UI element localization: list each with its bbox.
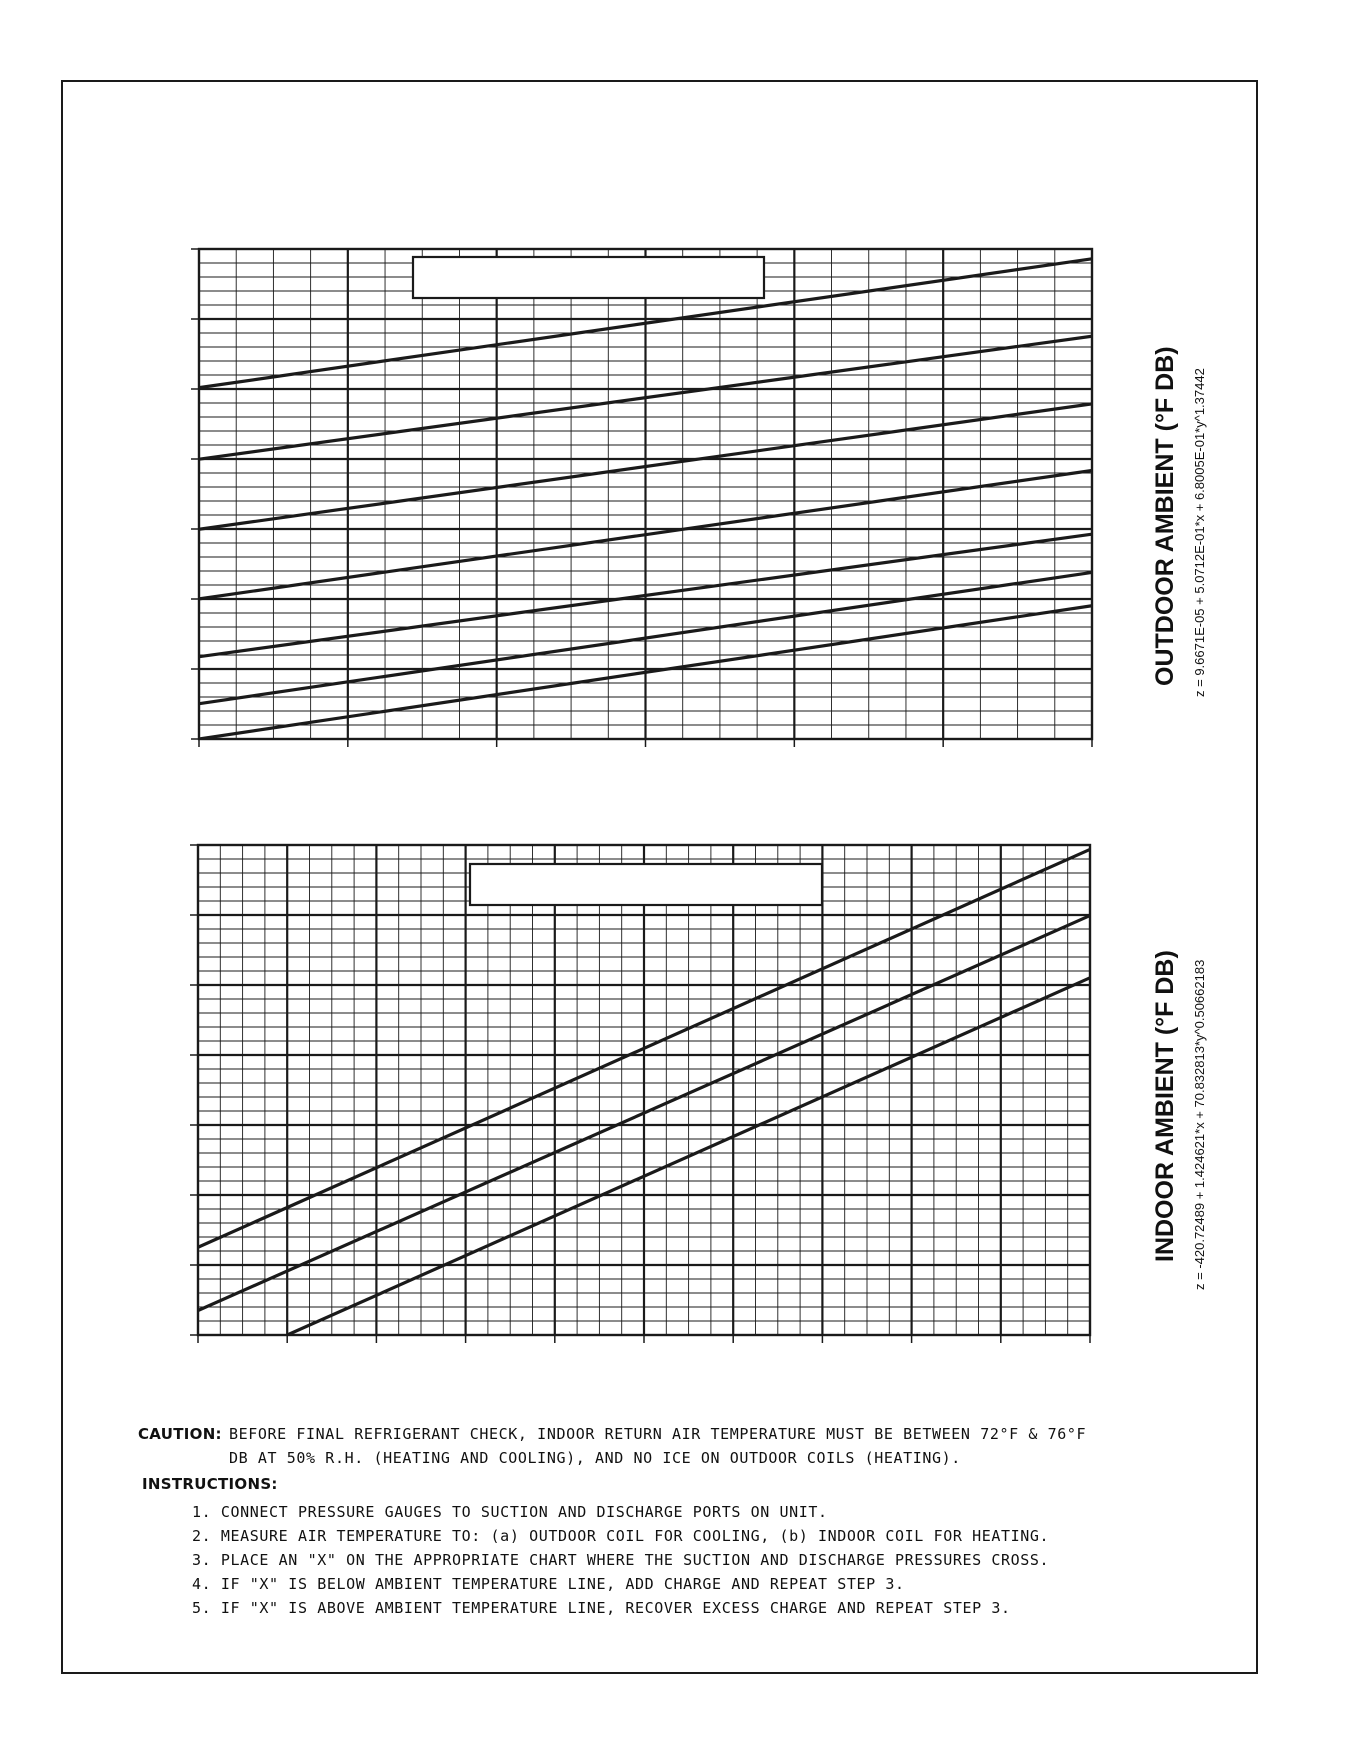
outdoor-equation: z = 9.6671E-05 + 5.0712E-01*x + 6.8005E-01*y^1.37442 (1192, 368, 1207, 697)
instruction-step: 4. IF "X" IS BELOW AMBIENT TEMPERATURE LINE, ADD CHARGE AND REPEAT STEP 3. (192, 1575, 905, 1593)
caution-label: CAUTION: (138, 1425, 222, 1443)
instruction-step: 2. MEASURE AIR TEMPERATURE TO: (a) OUTDOOR COIL FOR COOLING, (b) INDOOR COIL FOR HEATING. (192, 1527, 1050, 1545)
chart-title-box (470, 864, 822, 905)
outdoor-ambient-label: OUTDOOR AMBIENT (°F DB) (1151, 346, 1179, 686)
caution-line-2: DB AT 50% R.H. (HEATING AND COOLING), AND NO ICE ON OUTDOOR COILS (HEATING). (229, 1449, 961, 1467)
indoor-ambient-label: INDOOR AMBIENT (°F DB) (1151, 950, 1179, 1262)
instructions-label: INSTRUCTIONS: (142, 1475, 278, 1493)
caution-line-1: BEFORE FINAL REFRIGERANT CHECK, INDOOR RETURN AIR TEMPERATURE MUST BE BETWEEN 72°F & 76°F (229, 1425, 1087, 1443)
instruction-step: 5. IF "X" IS ABOVE AMBIENT TEMPERATURE LINE, RECOVER EXCESS CHARGE AND REPEAT STEP 3. (192, 1599, 1011, 1617)
instruction-step: 3. PLACE AN "X" ON THE APPROPRIATE CHART WHERE THE SUCTION AND DISCHARGE PRESSURES CROSS. (192, 1551, 1050, 1569)
instruction-step: 1. CONNECT PRESSURE GAUGES TO SUCTION AND DISCHARGE PORTS ON UNIT. (192, 1503, 828, 1521)
indoor-equation: z = -420.72489 + 1.424621*x + 70.832813*y^0.50662183 (1192, 959, 1207, 1290)
